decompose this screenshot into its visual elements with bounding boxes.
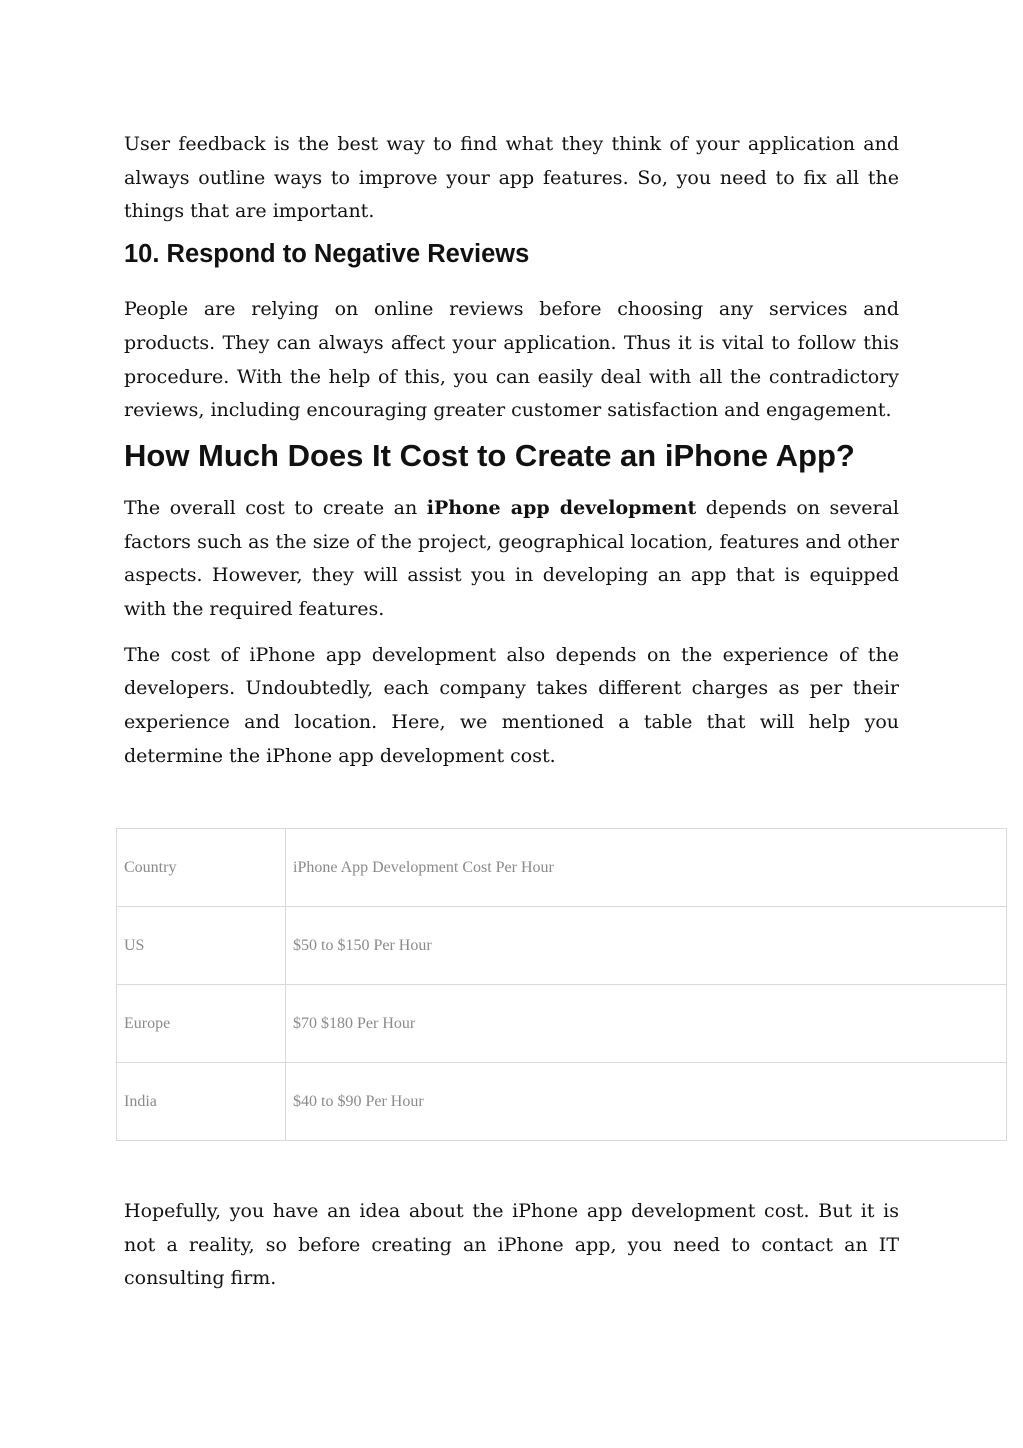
cost-paragraph-1 — [124, 492, 899, 627]
section-paragraph-negative-reviews: People are relying on online reviews before choosing any services and products. They can always affect your application. Thus it is vital to follow this procedure. With the help of this, you can easily deal with all the contradictory reviews, including encouraging greater customer satisfaction and engagement. — [124, 298, 899, 422]
intro-paragraph: User feedback is the best way to find what they think of your application and always outline ways to improve your app features. So, you need to fix all the things that are important. — [124, 133, 899, 223]
cost-paragraph-1-start: The overall cost to create an — [124, 496, 427, 519]
cost-paragraph-1-end: depends on several factors such as the size of the project, geographical location, features and other aspects. However, they will assist you in developing an app that is equipped with the required features. — [124, 496, 900, 621]
cost-paragraph-2: The cost of iPhone app development also depends on the experience of the developers. Undoubtedly, each company takes different charges as per their experience and location. Here, we mentioned a table that will help you determine the iPhone app development cost. — [124, 643, 899, 767]
table-row — [117, 985, 1007, 1063]
section-heading-respond-negative-reviews: 10. Respond to Negative Reviews — [124, 240, 530, 269]
table-row — [117, 1063, 1007, 1141]
table-cell-country: Europe — [117, 985, 286, 1063]
table-header-row — [117, 829, 1007, 907]
table-header-cost: iPhone App Development Cost Per Hour — [286, 829, 1007, 907]
table-cell-cost: $40 to $90 Per Hour — [286, 1063, 1007, 1141]
table-cell-cost: $50 to $150 Per Hour — [286, 907, 1007, 985]
table-cell-cost: $70 $180 Per Hour — [286, 985, 1007, 1063]
table-header-country: Country — [117, 829, 286, 907]
article-body — [124, 128, 899, 774]
table-cell-country: India — [117, 1063, 286, 1141]
table-cell-country: US — [117, 907, 286, 985]
iphone-app-development-link-text: iPhone app development — [426, 496, 697, 519]
closing-paragraph: Hopefully, you have an idea about the iPhone app development cost. But it is not a reality, so before creating an iPhone app, you need to contact an IT consulting firm. — [124, 1200, 899, 1290]
cost-table — [116, 828, 1007, 1141]
table-row — [117, 907, 1007, 985]
closing-section — [124, 1195, 899, 1296]
cost-section-heading: How Much Does It Cost to Create an iPhone App? — [124, 437, 855, 473]
